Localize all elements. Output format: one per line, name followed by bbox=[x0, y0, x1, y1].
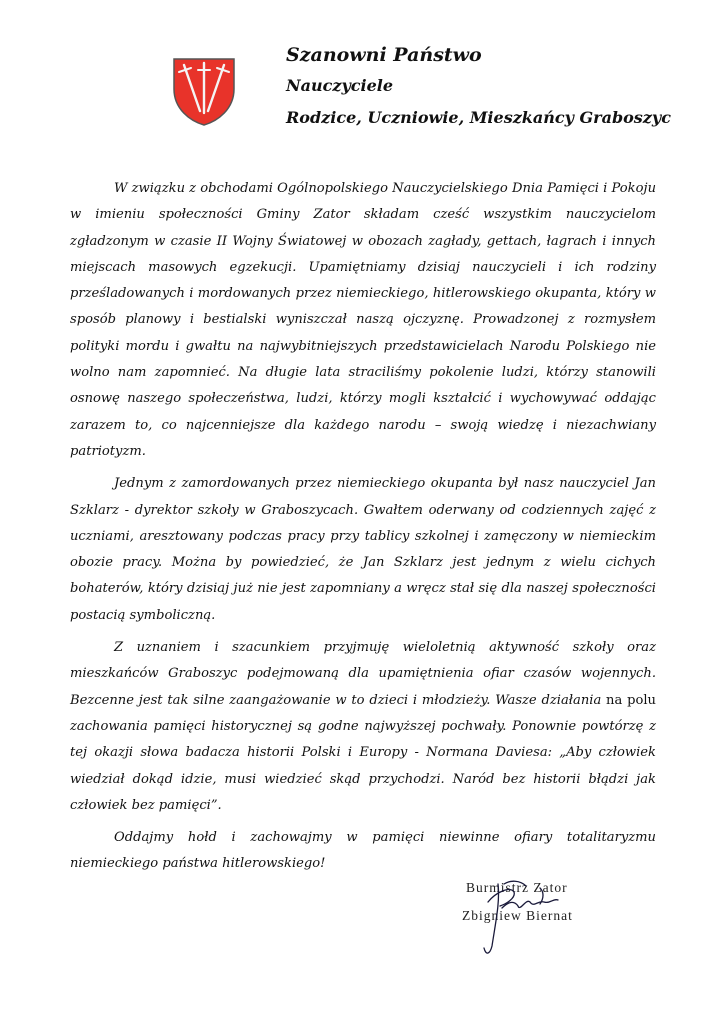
coat-of-arms-icon bbox=[170, 55, 238, 127]
salutation-line-2: Nauczyciele bbox=[286, 76, 394, 95]
paragraph-3-part-a: Z uznaniem i szacunkiem przyjmuję wieloletnią aktywność szkoły oraz mieszkańców Graboszyc podejmowaną dla upamiętnienia ofiar czasów wojennych. Bezcenne jest tak silne zaangażowanie w to dzieci i młodzieży. Wasze działania bbox=[70, 640, 656, 708]
paragraph-2: Jednym z zamordowanych przez niemieckiego okupanta był nasz nauczyciel Jan Szklarz - dyrektor szkoły w Graboszycach. Gwałtem oderwany od codziennych zajęć z uczniami, aresztowany podczas pracy przy tablicy szkolnej i zamęczony w niemieckim obozie pracy. Można by powiedzieć, że Jan Szklarz jest jednym z wielu cichych bohaterów, który dzisiaj już nie jest zapomniany a wręcz stał się dla naszej społeczności postacią symboliczną. bbox=[70, 476, 656, 623]
paragraph-3-part-c: zachowania pamięci historycznej są godne najwyższej pochwały. Ponownie powtórzę z tej okazji słowa badacza historii Polski i Europy - Normana Daviesa: „Aby człowiek wiedział dokąd idzie, musi wiedzieć skąd przychodzi. Naród bez historii błądzi jak człowiek bez pamięci”. bbox=[70, 718, 656, 813]
handwritten-signature bbox=[440, 862, 590, 962]
paragraph-1: W związku z obchodami Ogólnopolskiego Nauczycielskiego Dnia Pamięci i Pokoju w imieniu społeczności Gminy Zator składam cześć wszystkim nauczycielom zgładzonym w czasie II Wojny Światowej w obozach zagłady, gettach, łagrach i innych miejscach masowych egzekucji. Upamiętniamy dzisiaj nauczycieli i ich rodziny prześladowanych i mordowanych przez niemieckiego, hitlerowskiego okupanta, który w sposób planowy i bestialski wyniszczał naszą ojczyznę. Prowadzonej z rozmysłem polityki mordu i gwałtu na najwybitniejszych przedstawicielach Narodu Polskiego nie wolno nam zapomnieć. Na długie lata straciliśmy pokolenie ludzi, którzy stanowili osnowę naszego społeczeństwa, ludzi, którzy mogli kształcić i wychowywać oddając zarazem to, co najcenniejsze dla każdego narodu – swoją wiedzę i niezachwiany patriotyzm. bbox=[70, 181, 656, 459]
paragraph-4: Oddajmy hołd i zachowajmy w pamięci niewinne ofiary totalitaryzmu niemieckiego państwa hitlerowskiego! bbox=[70, 830, 656, 872]
paragraph-3 bbox=[70, 635, 656, 819]
signer-name: Zbigniew Biernat bbox=[462, 908, 573, 923]
salutation-block bbox=[286, 44, 671, 140]
salutation-line-3: Rodzice, Uczniowie, Mieszkańcy Graboszyc bbox=[286, 108, 671, 127]
signer-title: Burmistrz Zator bbox=[466, 880, 568, 895]
paragraph-3-part-b: na polu bbox=[601, 692, 656, 708]
salutation-line-1: Szanowni Państwo bbox=[286, 44, 482, 66]
letter-body bbox=[70, 176, 656, 884]
